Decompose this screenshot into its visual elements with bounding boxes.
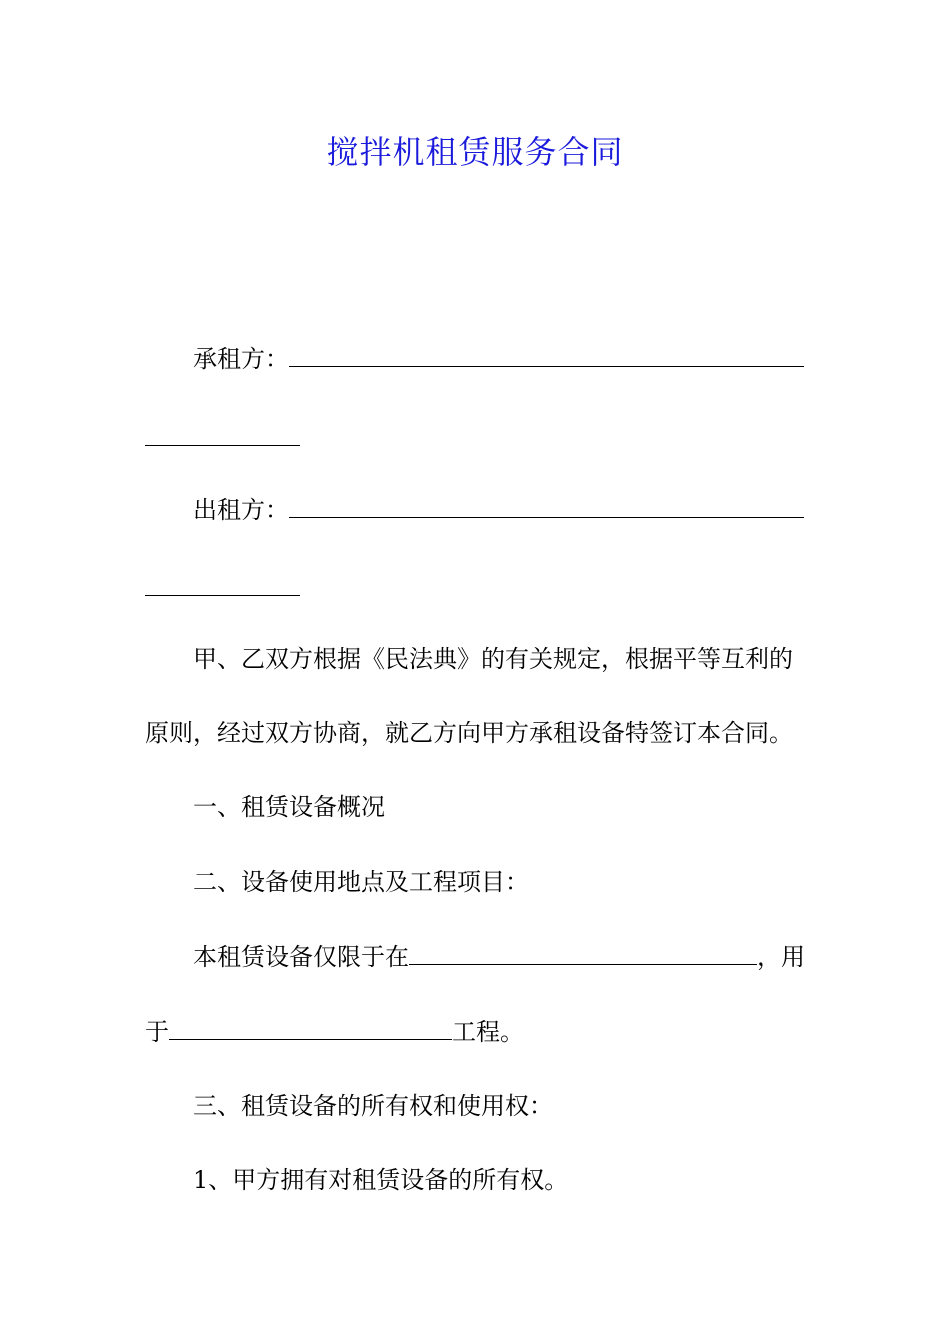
paragraph-intro-line1: 甲、乙双方根据《民法典》的有关规定，根据平等互利的 — [193, 645, 793, 673]
lessee-line — [193, 340, 858, 377]
document-title: 搅拌机租赁服务合同 — [326, 133, 624, 171]
section-heading-2: 二、设备使用地点及工程项目： — [193, 868, 529, 896]
lessor-line — [193, 491, 858, 528]
location-prefix: 本租赁设备仅限于在 — [193, 943, 409, 971]
lessee-label: 承租方： — [193, 345, 289, 373]
paragraph-intro-line2: 原则，经过双方协商，就乙方向甲方承租设备特签订本合同。 — [145, 719, 793, 747]
project-blank — [169, 1013, 452, 1040]
project-suffix: 工程。 — [452, 1018, 524, 1046]
lessee-blank-continuation — [145, 444, 300, 446]
lessee-blank — [289, 340, 804, 367]
lessor-blank-continuation — [145, 594, 300, 596]
project-line — [145, 1013, 810, 1050]
section-heading-3: 三、租赁设备的所有权和使用权： — [193, 1092, 553, 1120]
lessor-label: 出租方： — [193, 496, 289, 524]
section-heading-1: 一、租赁设备概况 — [193, 793, 385, 821]
project-prefix: 于 — [145, 1018, 169, 1046]
location-suffix: ，用 — [757, 943, 805, 971]
clause-item-1: 1、甲方拥有对租赁设备的所有权。 — [193, 1166, 569, 1194]
lessor-blank — [289, 491, 804, 518]
location-blank — [409, 938, 757, 965]
location-line — [193, 938, 858, 975]
